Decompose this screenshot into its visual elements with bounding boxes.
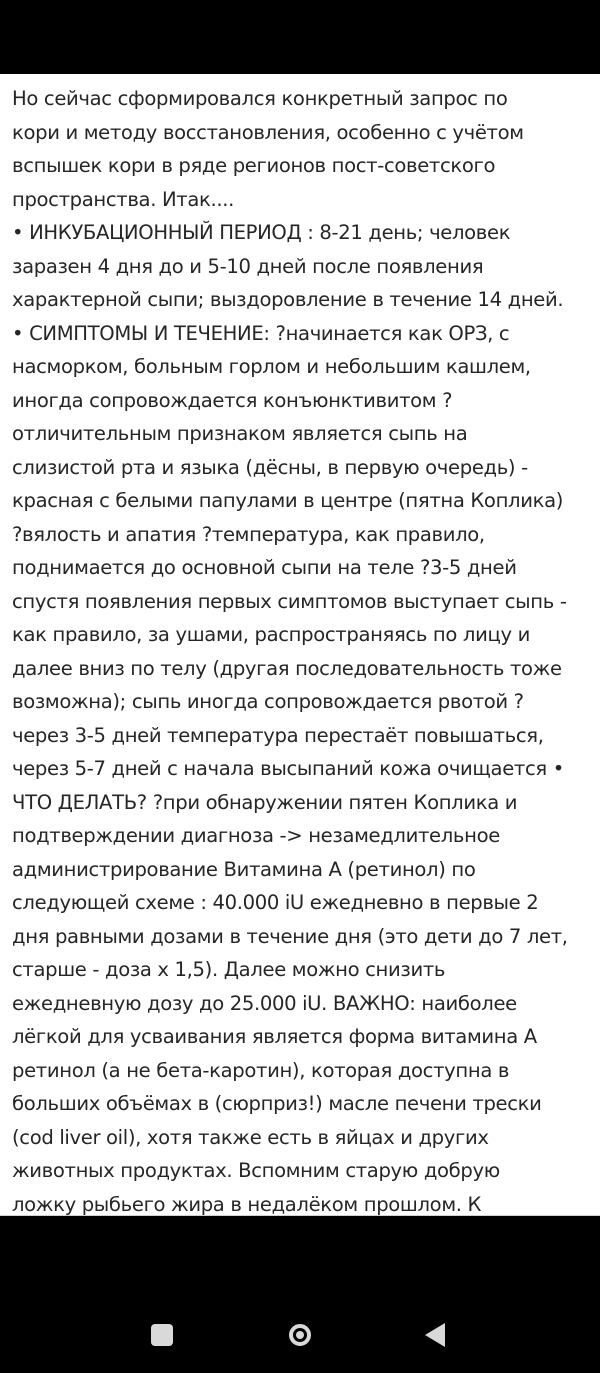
message-line: характерной сыпи; выздоровление в течение 14 дней. (12, 288, 564, 311)
message-line: красная с белыми папулами в центре (пятна Коплика) (12, 489, 564, 512)
message-line: • СИМПТОМЫ И ТЕЧЕНИЕ: ?начинается как ОРЗ, с (12, 321, 510, 345)
back-button[interactable] (413, 1313, 457, 1357)
message-line: животных продуктах. Вспомним старую добрую (12, 1159, 500, 1182)
message-line: (cod liver oil), хотя также есть в яйцах и других (12, 1125, 489, 1149)
message-line: насморком, больным горлом и небольшим кашлем, (12, 355, 531, 378)
message-card (0, 74, 600, 1216)
message-line: иногда сопровождается конъюнктивитом ? (12, 388, 453, 412)
message-line: ЧТО ДЕЛАТЬ? ?при обнаружении пятен Коплика и (12, 790, 518, 814)
message-text (12, 82, 596, 1216)
message-line: отличительным признаком является сыпь на (12, 422, 468, 445)
message-line: администрирование Витамина А (ретинол) по (12, 857, 476, 881)
recents-button[interactable] (140, 1313, 184, 1357)
message-line: через 5-7 дней с начала высыпаний кожа очищается • (12, 757, 564, 780)
message-line: подтверждении диагноза -> незамедлительное (12, 824, 500, 847)
message-line: слизистой рта и языка (дёсны, в первую очередь) - (12, 455, 528, 479)
message-line: как правило, за ушами, распространяясь по лицу и (12, 623, 530, 646)
triangle-back-icon (425, 1323, 445, 1347)
message-line: ежедневную дозу до 25.000 iU. ВАЖНО: наиболее (12, 991, 517, 1015)
message-line: следующей схеме : 40.000 iU ежедневно в первые 2 (12, 891, 539, 914)
message-line: больших объёмах в (сюрприз!) масле печени трески (12, 1092, 542, 1115)
message-line: • ИНКУБАЦИОННЫЙ ПЕРИОД : 8-21 день; человек (12, 221, 511, 244)
message-line: ?вялость и апатия ?температура, как правило, (12, 522, 485, 546)
message-line: лёгкой для усваивания является форма витамина А (12, 1025, 537, 1048)
status-bar (0, 0, 600, 74)
message-line: дня равными дозами в течение дня (это дети до 7 лет, (12, 924, 568, 948)
message-line: вспышек кори в ряде регионов пост-советского (12, 154, 496, 177)
message-line: ложку рыбьего жира в недалёком прошлом. К (12, 1192, 482, 1216)
message-line: ретинол (а не бета-каротин), которая доступна в (12, 1058, 510, 1082)
home-button[interactable] (278, 1313, 322, 1357)
message-line: поднимается до основной сыпи на теле ?3-5 дней (12, 556, 517, 579)
message-line: кори и методу восстановления, особенно с учётом (12, 120, 524, 144)
message-line: Но сейчас сформировался конкретный запрос по (12, 87, 508, 110)
message-line: спустя появления первых симптомов выступает сыпь - (12, 589, 567, 613)
message-line: старше - доза х 1,5). Далее можно снизить (12, 958, 446, 981)
message-line: далее вниз по телу (другая последовательность тоже (12, 656, 562, 680)
message-line: через 3-5 дней температура перестаёт повышаться, (12, 723, 544, 747)
message-line: пространства. Итак.... (12, 187, 235, 211)
message-line: заразен 4 дня до и 5-10 дней после появления (12, 254, 484, 278)
message-line: возможна); сыпь иногда сопровождается рвотой ? (12, 690, 524, 713)
square-icon (151, 1324, 173, 1346)
circle-icon (289, 1324, 311, 1346)
